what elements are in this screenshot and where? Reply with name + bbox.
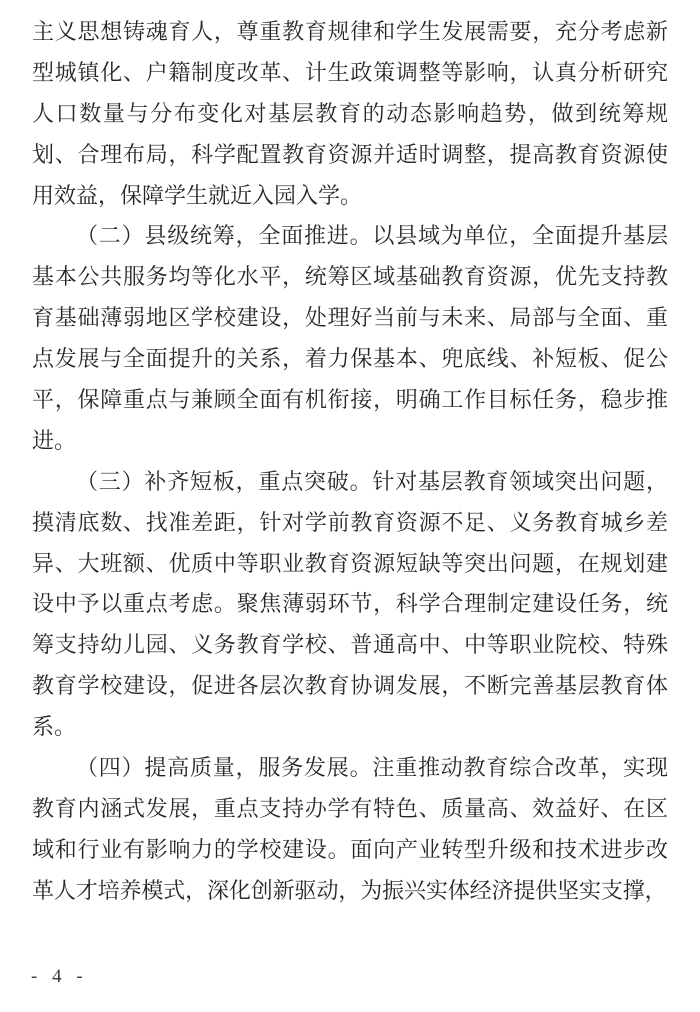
text-line: （四）提高质量，服务发展。注重推动教育综合改革，实现 [76,755,668,781]
text-line: 教育学校建设，促进各层次教育协调发展，不断完善基层教育体 [32,673,668,699]
text-line: 革人才培养模式，深化创新驱动，为振兴实体经济提供坚实支撑， [32,877,667,903]
text-line: 主义思想铸魂育人，尊重教育规律和学生发展需要，充分考虑新 [32,19,668,44]
text-line: 基本公共服务均等化水平，统筹区域基础教育资源，优先支持教 [32,264,668,290]
text-line: 异、大班额、优质中等职业教育资源短缺等突出问题，在规划建 [32,550,668,576]
page-number: - 4 - [31,966,88,987]
text-line: 育基础薄弱地区学校建设，处理好当前与未来、局部与全面、重 [32,305,668,331]
text-line: 摸清底数、找准差距，针对学前教育资源不足、义务教育城乡差 [32,509,668,535]
text-line: 用效益，保障学生就近入园入学。 [32,182,363,208]
text-line: 划、合理布局，科学配置教育资源并适时调整，提高教育资源使 [32,141,668,167]
text-line: 进。 [32,427,77,453]
document-body [32,12,668,912]
text-line: 筹支持幼儿园、义务教育学校、普通高中、中等职业院校、特殊 [32,632,668,658]
paragraph [32,462,668,748]
text-line: 型城镇化、户籍制度改革、计生政策调整等影响，认真分析研究 [32,59,668,85]
text-line: （二）县级统筹，全面推进。以县域为单位，全面提升基层 [76,223,668,249]
text-line: （三）补齐短板，重点突破。针对基层教育领域突出问题， [76,468,668,494]
text-line: 平，保障重点与兼顾全面有机衔接，明确工作目标任务，稳步推 [32,387,668,413]
text-line: 域和行业有影响力的学校建设。面向产业转型升级和技术进步改 [32,836,668,862]
paragraph [32,216,668,461]
text-line: 点发展与全面提升的关系，着力保基本、兜底线、补短板、促公 [32,346,668,372]
text-line: 设中予以重点考虑。聚焦薄弱环节，科学合理制定建设任务，统 [32,591,668,617]
paragraph [32,12,668,216]
paragraph [32,748,668,912]
text-line: 系。 [32,714,77,740]
text-line: 教育内涵式发展，重点支持办学有特色、质量高、效益好、在区 [32,795,668,821]
text-line: 人口数量与分布变化对基层教育的动态影响趋势，做到统筹规 [32,100,668,126]
